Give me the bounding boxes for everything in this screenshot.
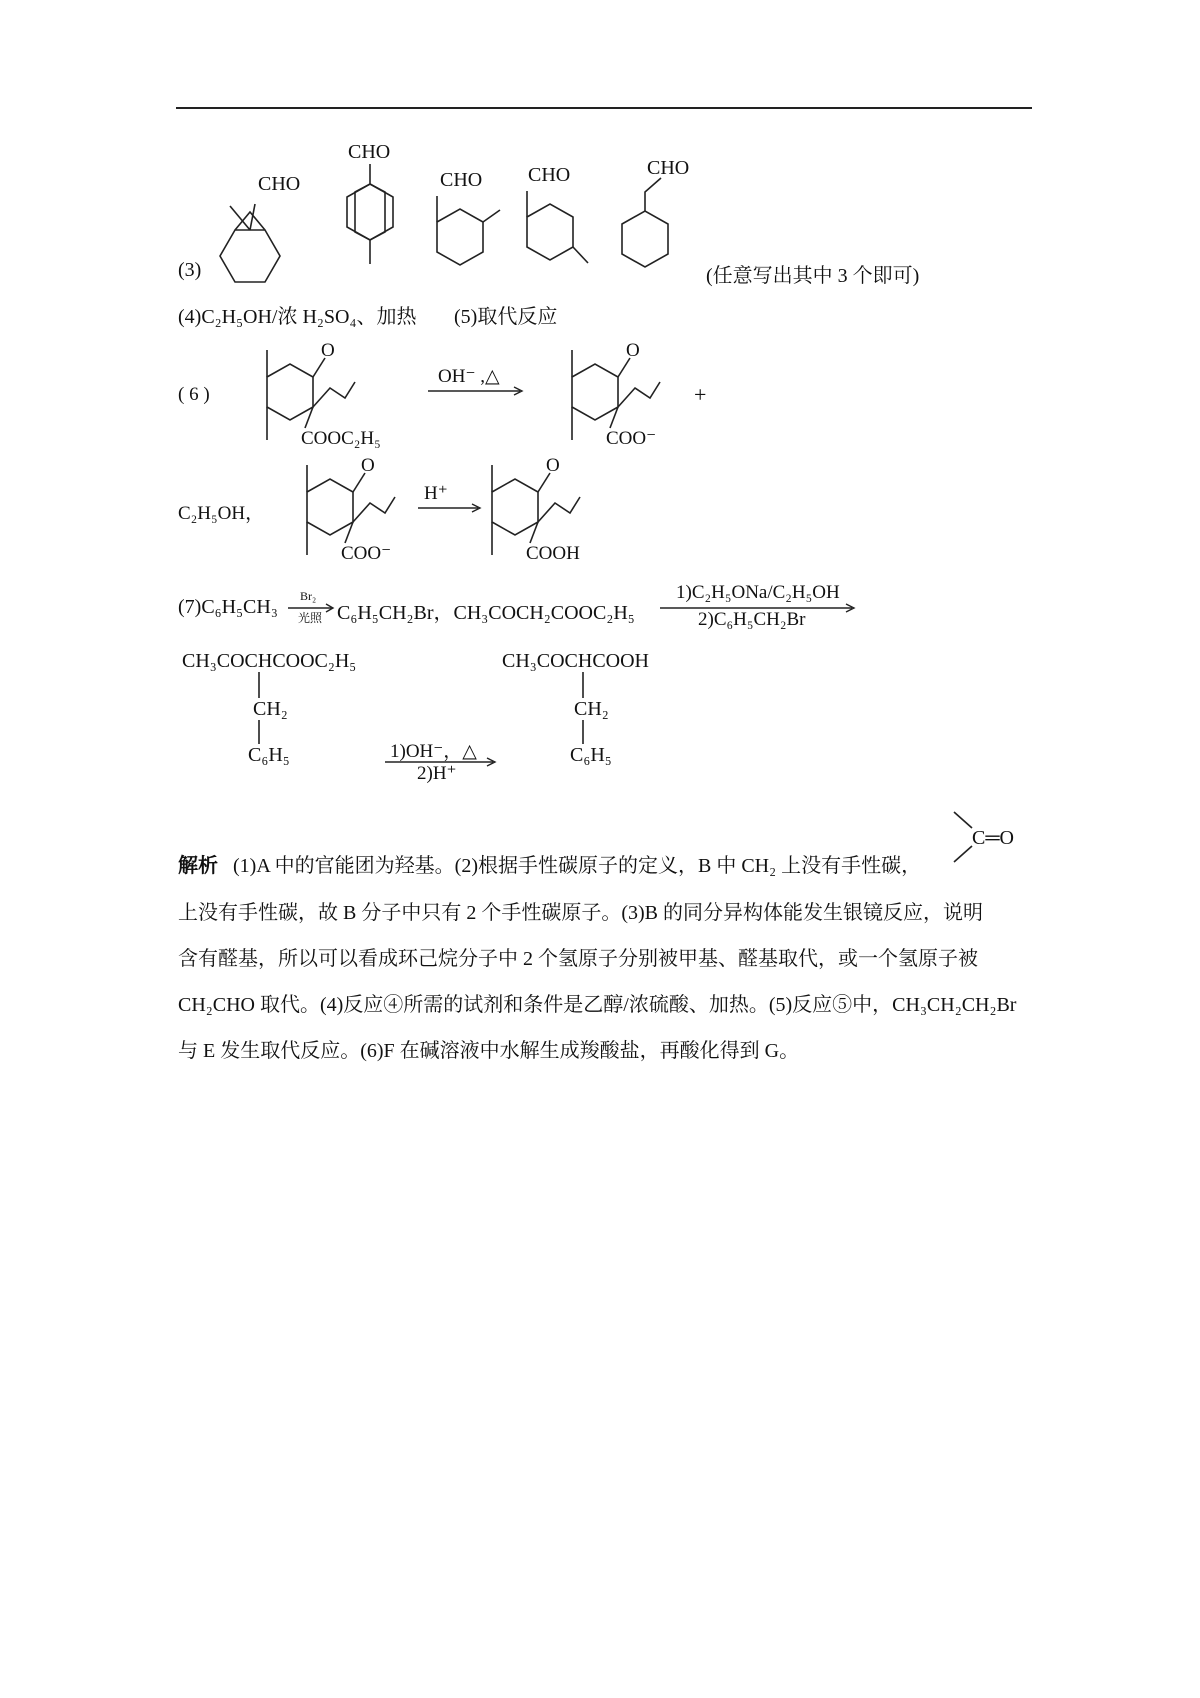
isomer-1-structure <box>200 160 310 290</box>
cond2-bottom: 2)H⁺ <box>417 763 457 784</box>
analysis-line-5: 与 E 发生取代反应。(6)F 在碱溶液中水解生成羧酸盐，再酸化得到 G。 <box>178 1040 800 1062</box>
cho-label: CHO <box>528 164 571 186</box>
cho-label: CHO <box>348 141 391 163</box>
cho-label: CHO <box>440 169 483 191</box>
q3-note: (任意写出其中 3 个即可) <box>706 265 920 287</box>
svg-text:COO⁻: COO⁻ <box>606 428 657 449</box>
q6-reagent1: OH⁻ ,△ <box>438 366 500 387</box>
analysis-title: 解析 <box>178 855 218 877</box>
ethanol-label: C₂H₅OH， <box>178 503 265 524</box>
prod1-c6h5: C₆H₅ <box>248 744 290 766</box>
svg-text:O: O <box>321 340 335 361</box>
analysis-line-4: CH₂CHO 取代。(4)反应④所需的试剂和条件是乙醇/浓硫酸、加热。(5)反应⑤中，CH₃CH₂CH₂Br <box>178 994 1017 1016</box>
svg-text:O: O <box>546 455 560 476</box>
analysis-line-1 <box>178 846 1028 886</box>
isomer-5-structure <box>595 150 705 290</box>
analysis-line-2: 上没有手性碳，故 B 分子中只有 2 个手性碳原子。(3)B 的同分异构体能发生银镜反应，说明 <box>178 902 983 924</box>
q7-mid: C₆H₅CH₂Br，CH₃COCH₂COOC₂H₅ <box>337 602 635 624</box>
top-rule <box>176 107 1032 109</box>
q6-final-structure <box>460 455 610 570</box>
svg-text:COO⁻: COO⁻ <box>341 543 392 564</box>
cond1-bottom: 2)C₆H₅CH₂Br <box>698 609 806 630</box>
isomer-4-structure <box>500 155 610 290</box>
br2-label: Br₂ <box>300 589 317 603</box>
reaction-arrow-1 <box>428 385 528 397</box>
isomer-2-structure <box>320 140 420 290</box>
svg-text:O: O <box>361 455 375 476</box>
svg-text:O: O <box>626 340 640 361</box>
cho-label: CHO <box>647 157 690 179</box>
svg-text:COOH: COOH <box>526 543 580 564</box>
light-label: 光照 <box>298 611 323 625</box>
svg-text:COOC₂H₅: COOC₂H₅ <box>301 428 381 449</box>
cond2-top: 1)OH⁻，△ <box>390 741 477 762</box>
cond1-top: 1)C₂H₅ONa/C₂H₅OH <box>676 582 840 603</box>
q5-answer: (5)取代反应 <box>454 306 558 328</box>
q6-reagent2: H⁺ <box>424 483 448 504</box>
q6-reactant-structure <box>235 340 415 455</box>
analysis-line-3: 含有醛基，所以可以看成环己烷分子中 2 个氢原子分别被甲基、醛基取代，或一个氢原子被 <box>178 948 978 970</box>
q4-answer: (4)C₂H₅OH/浓 H₂SO₄、加热 <box>178 306 417 328</box>
prod1-ch2: CH₂ <box>253 698 288 720</box>
q6-intermediate-structure <box>275 455 425 570</box>
prod2-main: CH₃COCHCOOH <box>502 650 649 672</box>
prod2-ch2: CH₂ <box>574 698 609 720</box>
cho-label: CHO <box>258 173 301 195</box>
analysis-text-1: (1)A 中的官能团为羟基。(2)根据手性碳原子的定义，B 中 CH₂ 上没有手性碳， <box>233 855 922 877</box>
plus-sign: + <box>694 382 707 407</box>
prod2-c6h5: C₆H₅ <box>570 744 612 766</box>
carbonyl-label: C═O <box>972 827 1014 849</box>
prod1-main: CH₃COCHCOOC₂H₅ <box>182 650 357 672</box>
q3-label: (3) <box>178 259 202 281</box>
q6-product1-structure <box>540 340 690 455</box>
q7-start: (7)C₆H₅CH₃ <box>178 596 278 618</box>
q6-label: ( 6 ) <box>178 384 210 405</box>
